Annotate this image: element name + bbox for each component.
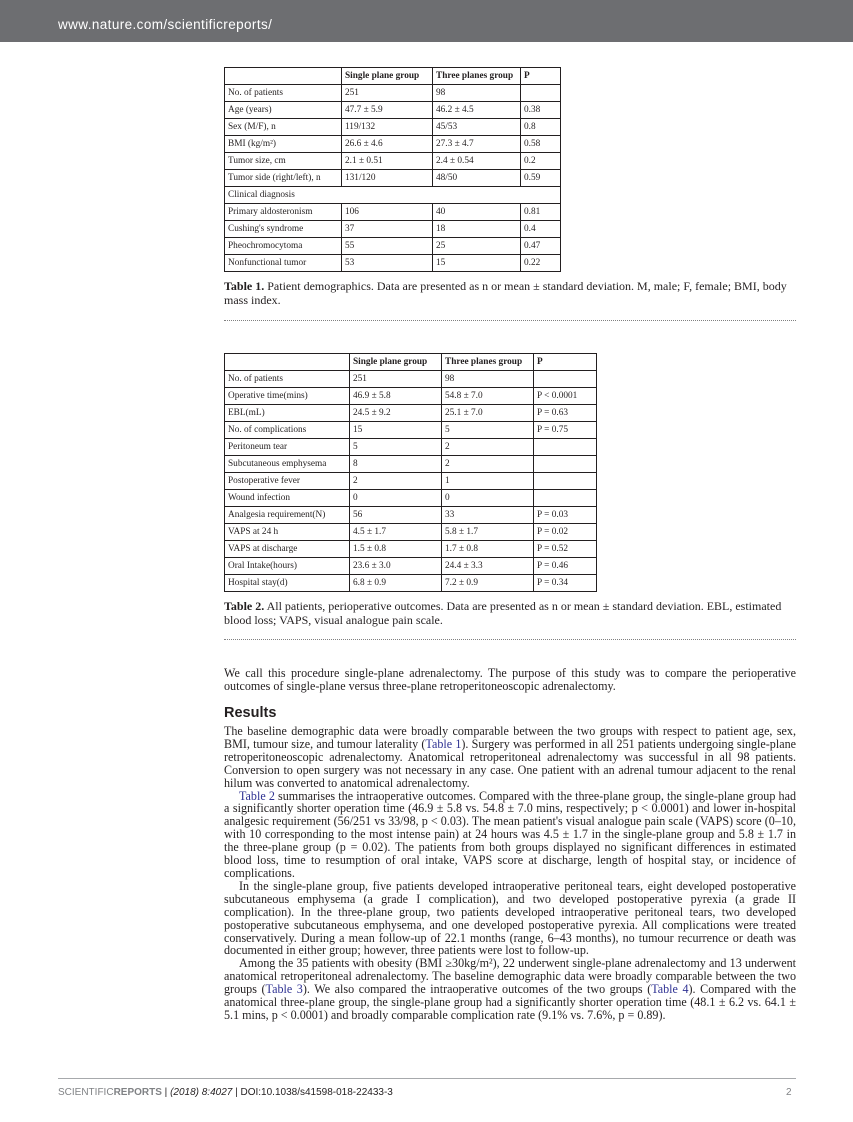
table-row: [225, 490, 597, 507]
table-cell: Sex (M/F), n: [225, 119, 342, 136]
table-cell: No. of complications: [225, 422, 350, 439]
table-row: [225, 255, 561, 272]
table-cell: 0.58: [521, 136, 561, 153]
caption-label: Table 1.: [224, 279, 265, 293]
table-cell: [521, 85, 561, 102]
table-cell: 106: [342, 204, 433, 221]
table-row: [225, 388, 597, 405]
table-row: [225, 575, 597, 592]
table-cell: 56: [350, 507, 442, 524]
divider: [224, 639, 796, 640]
intro-paragraph: [224, 667, 796, 693]
table-header-cell: Single plane group: [350, 354, 442, 371]
table-cell: 0.22: [521, 255, 561, 272]
table-cell: 54.8 ± 7.0: [442, 388, 534, 405]
table-cell: 98: [433, 85, 521, 102]
table-cell: P = 0.02: [534, 524, 597, 541]
table-cell: Oral Intake(hours): [225, 558, 350, 575]
journal-name-a: SCIENTIFIC: [58, 1087, 114, 1098]
table-cell: [534, 371, 597, 388]
table-1-caption: [224, 279, 796, 307]
table-row: [225, 170, 561, 187]
table-cell: 8: [350, 456, 442, 473]
paragraph: Table 2 summarises the intraoperative outcomes. Compared with the three-plane group, the single-plane group had a significantly shorter operation time (46.9 ± 5.8 vs. 54.8 ± 7.0 mins, respectively; p < 0.0001) and lower in-hospital analgesic requirement (56/251 vs 33/98, p < 0.03). The mean patient's visual analogue pain scale (VAPS) score (0–10, with 10 corresponding to the most intense pain) at 24 hours was 4.5 ± 1.7 in the single-plane group and 5.8 ± 1.7 in the three-plane group (p = 0.02). The patients from both groups displayed no significant differences in estimated blood loss, time to resumption of oral intake, VAPS score at discharge, length of hospital stay, or incidence of complications.: [224, 788, 796, 880]
table-cell: 1.5 ± 0.8: [350, 541, 442, 558]
table-cell: 25: [433, 238, 521, 255]
table-row: [225, 405, 597, 422]
table-cell: 0.4: [521, 221, 561, 238]
section-label: Clinical diagnosis: [225, 187, 561, 204]
table-row: [225, 102, 561, 119]
table-cell: 47.7 ± 5.9: [342, 102, 433, 119]
table-cell: 15: [350, 422, 442, 439]
table-row: [225, 238, 561, 255]
table-cell: 40: [433, 204, 521, 221]
table-cell: 0.47: [521, 238, 561, 255]
table-row: [225, 221, 561, 238]
table-ref-link[interactable]: Table 4: [651, 982, 689, 997]
table-row: [225, 473, 597, 490]
table-cell: 7.2 ± 0.9: [442, 575, 534, 592]
table-cell: 4.5 ± 1.7: [350, 524, 442, 541]
table-cell: 23.6 ± 3.0: [350, 558, 442, 575]
paragraph: The baseline demographic data were broadly comparable between the two groups with respect to patient age, sex, BMI, tumour size, and tumour laterality (Table 1). Surgery was performed in all 251 patients undergoing single-plane retroperitoneoscopic adrenalectomy. Anatomical retroperitoneal adrenalectomy was successful in all 98 patients. Conversion to open surgery was not necessary in any case. One patient with an adrenal tumour adjacent to the renal hilum was converted to anatomical adrenalectomy.: [224, 724, 796, 790]
paragraph: Among the 35 patients with obesity (BMI ≥30kg/m²), 22 underwent single-plane adrenalectomy and 13 underwent anatomical retroperitoneal adrenalectomy. The baseline demographic data were broadly comparable between the two groups (Table 3). We also compared the intraoperative outcomes of the two groups (Table 4). Compared with the anatomical three-plane group, the single-plane group had a significantly shorter operation time (48.1 ± 6.2 vs. 64.1 ± 5.1 mins, p < 0.0001) and broadly comparable complication rate (9.1% vs. 7.6%, p = 0.89).: [224, 956, 796, 1022]
table-cell: 0: [350, 490, 442, 507]
table-cell: 48/50: [433, 170, 521, 187]
table-header-cell: P: [521, 68, 561, 85]
table-ref-link[interactable]: Table 2: [239, 788, 275, 803]
table-section-row: [225, 187, 561, 204]
doi[interactable]: | DOI:10.1038/s41598-018-22433-3: [232, 1087, 393, 1098]
table-row: [225, 541, 597, 558]
caption-text: All patients, perioperative outcomes. Data are presented as n or mean ± standard deviation. EBL, estimated blood loss; VAPS, visual analogue pain scale.: [224, 599, 782, 627]
page-header: [0, 0, 853, 42]
table-cell: 251: [350, 371, 442, 388]
table-cell: 46.9 ± 5.8: [350, 388, 442, 405]
table-cell: 0.8: [521, 119, 561, 136]
table-cell: Analgesia requirement(N): [225, 507, 350, 524]
table-cell: 0.38: [521, 102, 561, 119]
table-cell: P = 0.03: [534, 507, 597, 524]
footer-rule: [58, 1078, 796, 1079]
table-cell: 119/132: [342, 119, 433, 136]
table-row: [225, 204, 561, 221]
table-ref-link[interactable]: Table 3: [265, 982, 303, 997]
table-cell: 26.6 ± 4.6: [342, 136, 433, 153]
table-cell: 25.1 ± 7.0: [442, 405, 534, 422]
table-row: [225, 119, 561, 136]
table-header-cell: [225, 68, 342, 85]
table-cell: Peritoneum tear: [225, 439, 350, 456]
table-row: [225, 136, 561, 153]
table-cell: No. of patients: [225, 85, 342, 102]
table-cell: 33: [442, 507, 534, 524]
table-cell: EBL(mL): [225, 405, 350, 422]
table-cell: No. of patients: [225, 371, 350, 388]
table-2-header-row: [225, 354, 597, 371]
table-cell: 2.4 ± 0.54: [433, 153, 521, 170]
table-cell: 131/120: [342, 170, 433, 187]
table-cell: [534, 456, 597, 473]
caption-label: Table 2.: [224, 599, 265, 613]
table-row: [225, 371, 597, 388]
table-cell: 98: [442, 371, 534, 388]
table-cell: 0.2: [521, 153, 561, 170]
table-cell: 24.4 ± 3.3: [442, 558, 534, 575]
table-cell: Tumor size, cm: [225, 153, 342, 170]
table-header-cell: Three planes group: [433, 68, 521, 85]
table-cell: Wound infection: [225, 490, 350, 507]
table-cell: P = 0.46: [534, 558, 597, 575]
table-cell: Tumor side (right/left), n: [225, 170, 342, 187]
table-cell: [534, 439, 597, 456]
table-cell: 1.7 ± 0.8: [442, 541, 534, 558]
page-number: 2: [786, 1087, 792, 1098]
table-cell: 2: [350, 473, 442, 490]
table-cell: 2: [442, 456, 534, 473]
table-cell: 0: [442, 490, 534, 507]
table-cell: 0.81: [521, 204, 561, 221]
table-cell: Age (years): [225, 102, 342, 119]
table-cell: BMI (kg/m²): [225, 136, 342, 153]
table-cell: 2: [442, 439, 534, 456]
table-cell: 251: [342, 85, 433, 102]
table-cell: 46.2 ± 4.5: [433, 102, 521, 119]
table-cell: [534, 490, 597, 507]
table-cell: P = 0.75: [534, 422, 597, 439]
table-cell: Operative time(mins): [225, 388, 350, 405]
table-cell: VAPS at discharge: [225, 541, 350, 558]
table-cell: 5.8 ± 1.7: [442, 524, 534, 541]
table-row: [225, 422, 597, 439]
table-cell: P = 0.52: [534, 541, 597, 558]
table-cell: 24.5 ± 9.2: [350, 405, 442, 422]
table-row: [225, 558, 597, 575]
table-cell: 5: [442, 422, 534, 439]
table-header-cell: P: [534, 354, 597, 371]
table-row: [225, 153, 561, 170]
table-cell: 1: [442, 473, 534, 490]
table-cell: 55: [342, 238, 433, 255]
table-cell: 53: [342, 255, 433, 272]
table-cell: Hospital stay(d): [225, 575, 350, 592]
table-cell: P = 0.34: [534, 575, 597, 592]
header-url[interactable]: www.nature.com/scientificreports/: [58, 17, 273, 32]
table-row: [225, 85, 561, 102]
table-cell: 15: [433, 255, 521, 272]
table-header-cell: Three planes group: [442, 354, 534, 371]
table-cell: Postoperative fever: [225, 473, 350, 490]
table-header-cell: Single plane group: [342, 68, 433, 85]
results-heading: Results: [224, 705, 277, 721]
table-cell: VAPS at 24 h: [225, 524, 350, 541]
table-1: [224, 67, 561, 272]
table-2-caption: [224, 599, 796, 627]
table-ref-link[interactable]: Table 1: [425, 736, 462, 751]
intro-text: We call this procedure single-plane adrenalectomy. The purpose of this study was to compare the perioperative outcomes of single-plane versus three-plane retroperitoneoscopic adrenalectomy.: [224, 666, 796, 693]
table-cell: 18: [433, 221, 521, 238]
table-cell: [534, 473, 597, 490]
table-row: [225, 524, 597, 541]
table-cell: 5: [350, 439, 442, 456]
table-2: [224, 353, 597, 592]
table-cell: Nonfunctional tumor: [225, 255, 342, 272]
table-cell: P < 0.0001: [534, 388, 597, 405]
paragraph: In the single-plane group, five patients developed intraoperative peritoneal tears, eight developed postoperative subcutaneous emphysema (a grade I complication), and two developed postoperative pyrexia (a grade II complication). In the three-plane group, two patients developed intraoperative peritoneal tears, two developed postoperative subcutaneous emphysema, and one developed postoperative pyrexia. All complications were treated conservatively. During a mean follow-up of 22.1 months (range, 6–43 months), no tumour recurrence or death was documented in either group; however, three patients were lost to follow-up.: [224, 878, 796, 958]
table-cell: P = 0.63: [534, 405, 597, 422]
journal-name-b: REPORTS: [113, 1087, 162, 1098]
table-cell: Subcutaneous emphysema: [225, 456, 350, 473]
table-cell: Cushing's syndrome: [225, 221, 342, 238]
table-cell: 0.59: [521, 170, 561, 187]
table-cell: 27.3 ± 4.7: [433, 136, 521, 153]
footer: [58, 1087, 393, 1098]
results-body: [224, 725, 796, 1022]
caption-text: Patient demographics. Data are presented as n or mean ± standard deviation. M, male; F, female; BMI, body mass index.: [224, 279, 787, 307]
table-cell: 6.8 ± 0.9: [350, 575, 442, 592]
citation: (2018) 8:4027: [170, 1087, 233, 1098]
divider: [224, 320, 796, 321]
table-row: [225, 507, 597, 524]
table-1-header-row: [225, 68, 561, 85]
table-row: [225, 439, 597, 456]
table-cell: Primary aldosteronism: [225, 204, 342, 221]
footer-sep: |: [161, 1087, 171, 1098]
table-cell: Pheochromocytoma: [225, 238, 342, 255]
table-row: [225, 456, 597, 473]
table-cell: 37: [342, 221, 433, 238]
table-cell: 2.1 ± 0.51: [342, 153, 433, 170]
table-cell: 45/53: [433, 119, 521, 136]
table-header-cell: [225, 354, 350, 371]
